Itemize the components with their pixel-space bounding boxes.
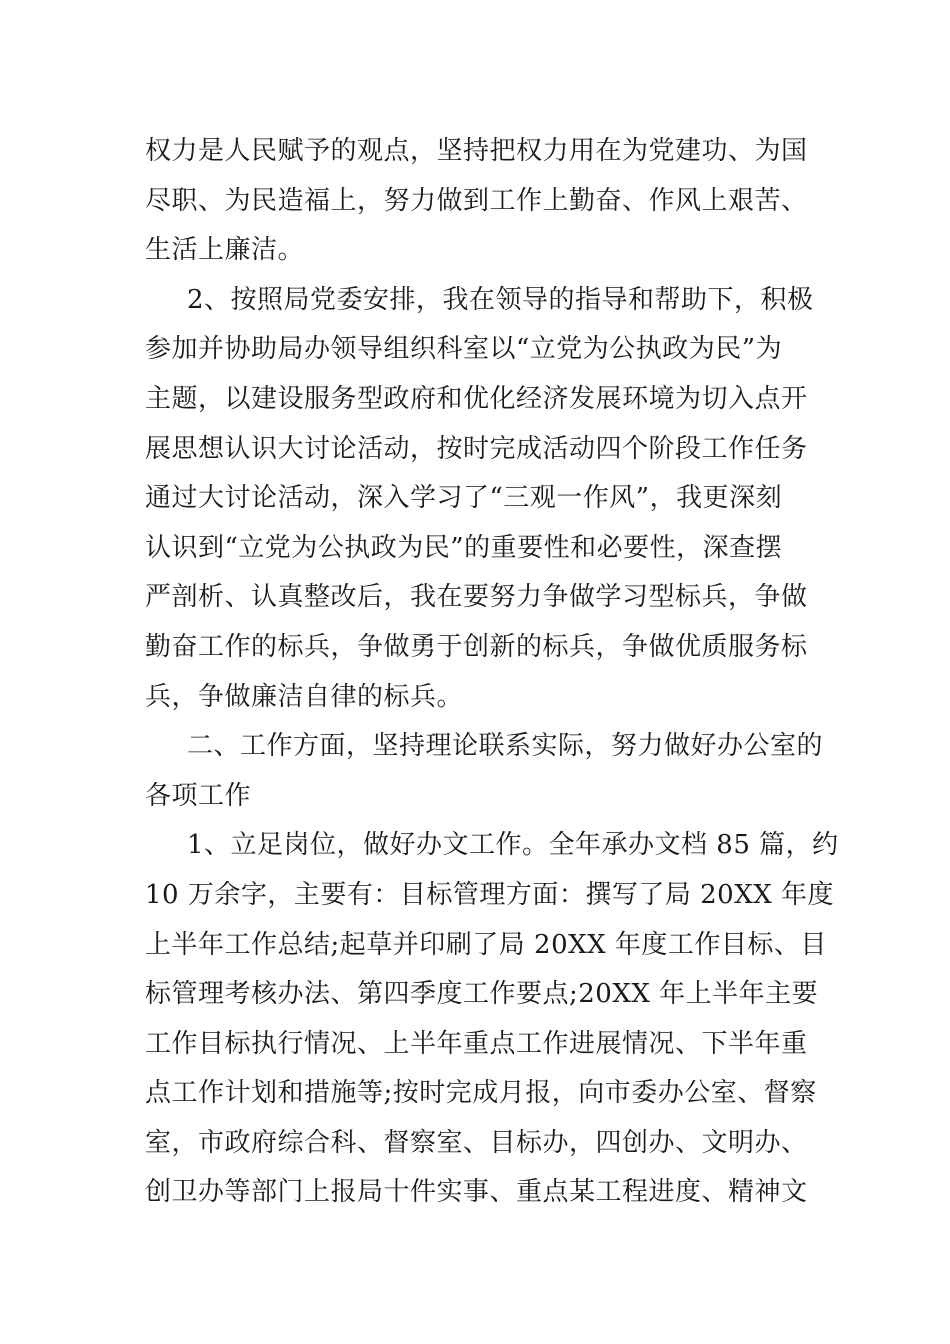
- section-heading: 各项工作: [145, 780, 252, 811]
- text-line: 权力是人民赋予的观点，坚持把权力用在为党建功、为国: [145, 136, 808, 166]
- text-line: 标管理考核办法、第四季度工作要点;20XX 年上半年主要: [145, 979, 819, 1010]
- text-line: 1、立足岗位，做好办文工作。全年承办文档 85 篇，约: [187, 830, 839, 861]
- text-line: 2、按照局党委安排，我在领导的指导和帮助下，积极: [187, 284, 814, 315]
- text-line: 展思想认识大讨论活动，按时完成活动四个阶段工作任务: [145, 433, 808, 464]
- text-line: 10 万余字，主要有：目标管理方面：撰写了局 20XX 年度: [145, 879, 834, 910]
- text-line: 严剖析、认真整改后，我在要努力争做学习型标兵，争做: [145, 582, 808, 613]
- text-line: 勤奋工作的标兵，争做勇于创新的标兵，争做优质服务标: [145, 631, 808, 662]
- text-line: 主题，以建设服务型政府和优化经济发展环境为切入点开: [145, 383, 808, 414]
- text-line: 通过大讨论活动，深入学习了“三观一作风”，我更深刻: [145, 483, 783, 514]
- text-line: 点工作计划和措施等;按时完成月报，向市委办公室、督察: [145, 1078, 817, 1109]
- text-line: 工作目标执行情况、上半年重点工作进展情况、下半年重: [145, 1028, 808, 1059]
- text-line: 上半年工作总结;起草并印刷了局 20XX 年度工作目标、目: [145, 929, 827, 960]
- text-line: 参加并协助局办领导组织科室以“立党为公执政为民”为: [145, 334, 783, 365]
- text-line: 认识到“立党为公执政为民”的重要性和必要性，深查摆: [145, 532, 783, 563]
- text-line: 生活上廉洁。: [145, 235, 305, 266]
- text-line: 创卫办等部门上报局十件实事、重点某工程进度、精神文: [145, 1177, 808, 1208]
- text-line: 兵，争做廉洁自律的标兵。: [145, 681, 464, 712]
- section-heading: 二、工作方面，坚持理论联系实际，努力做好办公室的: [187, 731, 824, 762]
- text-line: 尽职、为民造福上，努力做到工作上勤奋、作风上艰苦、: [145, 185, 808, 216]
- document-body: [145, 127, 839, 1218]
- text-line: 室，市政府综合科、督察室、目标办，四创办、文明办、: [145, 1127, 808, 1158]
